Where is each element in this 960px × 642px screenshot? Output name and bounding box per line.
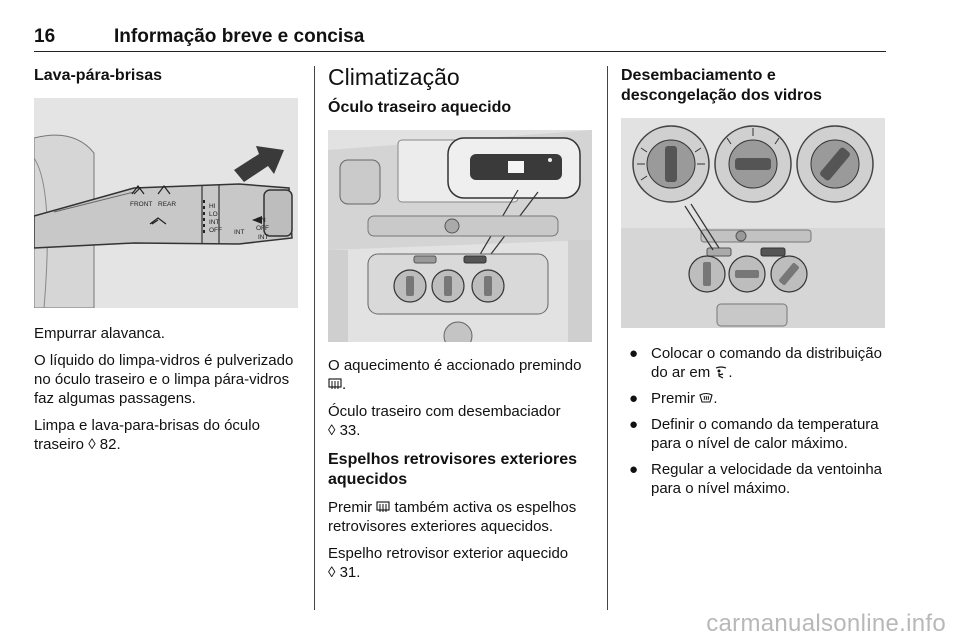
page-ref[interactable]: 33.: [339, 422, 361, 439]
page-ref[interactable]: 82.: [99, 436, 121, 453]
chapter-title: Climatização: [328, 64, 460, 90]
label-rear: REAR: [158, 201, 177, 208]
label-int-right: INT: [234, 229, 245, 236]
defog-steps: [621, 344, 887, 498]
page-ref-arrow-icon: ◊: [88, 436, 96, 453]
column-defog: [621, 66, 887, 505]
bullet-icon: ●: [629, 416, 639, 433]
page-header: [34, 26, 886, 52]
mirrors-p2: Espelho retrovisor exterior aquecido ◊ 31.: [328, 545, 569, 581]
rear-defrost-icon: [376, 501, 390, 514]
column-climate: [328, 66, 592, 590]
section-title-wiper: Lava-pára-brisas: [34, 67, 163, 84]
label-lo: LO: [209, 211, 218, 218]
mirrors-p1: Premir também activa os espelhos retrovisores exteriores aquecidos.: [328, 499, 577, 535]
list-item: ● Premir .: [629, 390, 718, 407]
label-on: ON: [256, 217, 266, 224]
column-wiper: [34, 66, 300, 462]
list-item: ● Definir o comando da temperatura para o nível de calor máximo.: [629, 416, 879, 452]
section-title-defog: Desembaciamento e descongelação dos vidros: [621, 67, 822, 104]
watermark: carmanualsonline.info: [706, 610, 946, 637]
list-item: ● Regular a velocidade da ventoinha para o nível máximo.: [629, 461, 882, 497]
section-title-rear-window: Óculo traseiro aquecido: [328, 99, 512, 116]
page-number: 16: [34, 26, 56, 47]
bullet-icon: ●: [629, 461, 639, 478]
wiper-p2: O líquido do limpa-vidros é pulverizado no óculo traseiro e o limpa pára-vidros faz algumas passagens.: [34, 352, 294, 407]
page-ref[interactable]: 31.: [339, 564, 361, 581]
rear-window-p2: Óculo traseiro com desembaciador ◊ 33.: [328, 403, 561, 439]
label-int-bottom: INT: [258, 234, 269, 241]
label-front: FRONT: [130, 201, 153, 208]
bullet-icon: ●: [629, 345, 639, 362]
rear-window-p1: O aquecimento é accionado premindo .: [328, 357, 582, 393]
page-ref-arrow-icon: ◊: [328, 564, 336, 581]
running-title: Informação breve e concisa: [114, 26, 365, 47]
windshield-defrost-icon: [699, 392, 713, 405]
climate-controls-illustration: [621, 118, 885, 328]
bullet-icon: ●: [629, 390, 639, 407]
column-divider-2: [607, 66, 608, 610]
label-off-right: OFF: [256, 225, 269, 232]
label-off-left: OFF: [209, 227, 222, 234]
wiper-p1: Empurrar alavanca.: [34, 325, 165, 342]
list-item: ● Colocar o comando da distribuição do ar em .: [629, 345, 882, 381]
rear-defrost-icon: [328, 378, 342, 391]
page-ref-arrow-icon: ◊: [328, 422, 336, 439]
label-hi: HI: [209, 203, 216, 210]
wiper-p3: Limpa e lava-para-brisas do óculo traseiro ◊ 82.: [34, 417, 260, 453]
subsection-title-mirrors: Espelhos retrovisores exteriores aquecidos: [328, 451, 578, 488]
label-int-left: INT: [209, 219, 220, 226]
column-divider-1: [314, 66, 315, 610]
dashboard-rear-defrost-illustration: [328, 130, 592, 342]
wiper-stalk-illustration: [34, 98, 298, 308]
windshield-air-distribution-icon: [714, 366, 728, 379]
